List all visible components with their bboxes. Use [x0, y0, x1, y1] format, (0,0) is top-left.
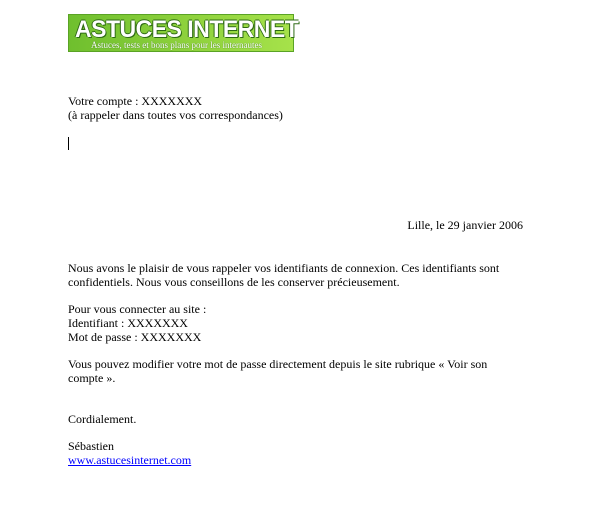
account-line: Votre compte : XXXXXXX [68, 94, 203, 108]
signature-url-row [68, 453, 191, 467]
paragraph-3-line-2: compte ». [68, 371, 116, 385]
logo-title: ASTUCES INTERNET [75, 15, 299, 43]
text-cursor [68, 137, 69, 150]
website-link[interactable]: www.astucesinternet.com [68, 453, 192, 467]
paragraph-3-line-1: Vous pouvez modifier votre mot de passe directement depuis le site rubrique « Voir son [68, 357, 488, 371]
closing: Cordialement. [68, 412, 137, 426]
logo-banner [68, 14, 299, 52]
connect-intro: Pour vous connecter au site : [68, 302, 207, 316]
logo-subtitle: Astuces, tests et bons plans pour les internautes [91, 40, 262, 50]
paragraph-1-line-2: confidentiels. Nous vous conseillons de les conserver précieusement. [68, 275, 400, 289]
signature-name: Sébastien [68, 439, 114, 453]
account-note: (à rappeler dans toutes vos correspondances) [68, 108, 283, 122]
paragraph-1-line-1: Nous avons le plaisir de vous rappeler vos identifiants de connexion. Ces identifiants sont [68, 261, 500, 275]
password-line: Mot de passe : XXXXXXX [68, 330, 202, 344]
date-line: Lille, le 29 janvier 2006 [407, 218, 523, 232]
identifier-line: Identifiant : XXXXXXX [68, 316, 188, 330]
